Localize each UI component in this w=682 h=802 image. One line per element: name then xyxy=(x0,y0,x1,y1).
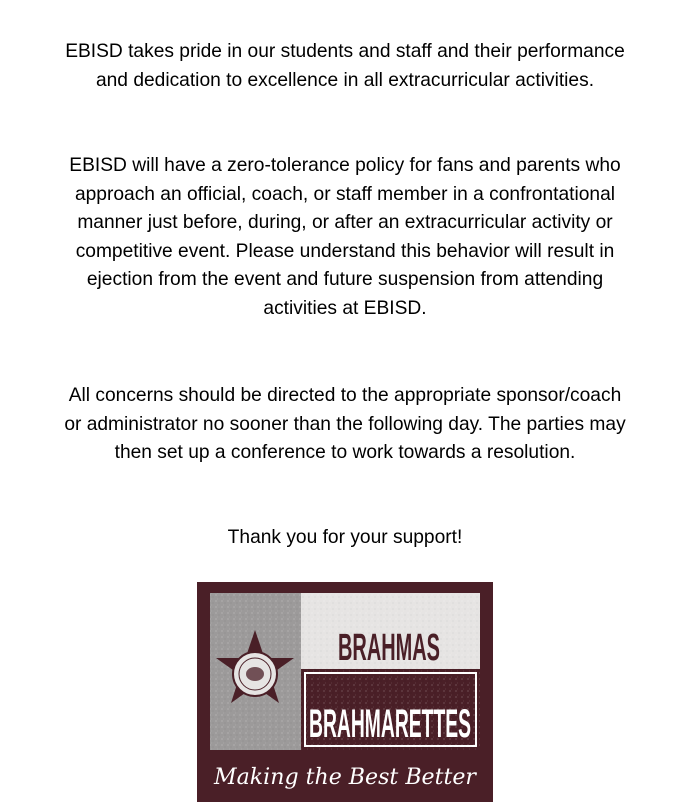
logo-line-brahmarettes: BRAHMARETTES xyxy=(309,702,471,746)
logo-tagline: Making the Best Better xyxy=(212,765,478,790)
brahmas-logo xyxy=(197,582,493,802)
thanks-paragraph: Thank you for your support! xyxy=(227,527,463,548)
policy-paragraph: EBISD will have a zero-tolerance policy for fans and parents who approach an official, coach, or staff member in a confrontational manner just before, during, or after an extracurricular activity or competitive event. Please understand this behavior will result in ejection from the event and future suspension from attending activities at EBISD. xyxy=(69,155,621,319)
logo-line-brahmas: BRAHMAS xyxy=(338,627,440,669)
seal-emblem xyxy=(246,667,264,681)
concerns-paragraph: All concerns should be directed to the appropriate sponsor/coach or administrator no sooner than the following day. The parties may then set up a conference to work towards a resolution. xyxy=(64,385,626,464)
logo-graphic xyxy=(197,582,493,802)
pride-paragraph: EBISD takes pride in our students and staff and their performance and dedication to excellence in all extracurricular activities. xyxy=(65,41,625,91)
